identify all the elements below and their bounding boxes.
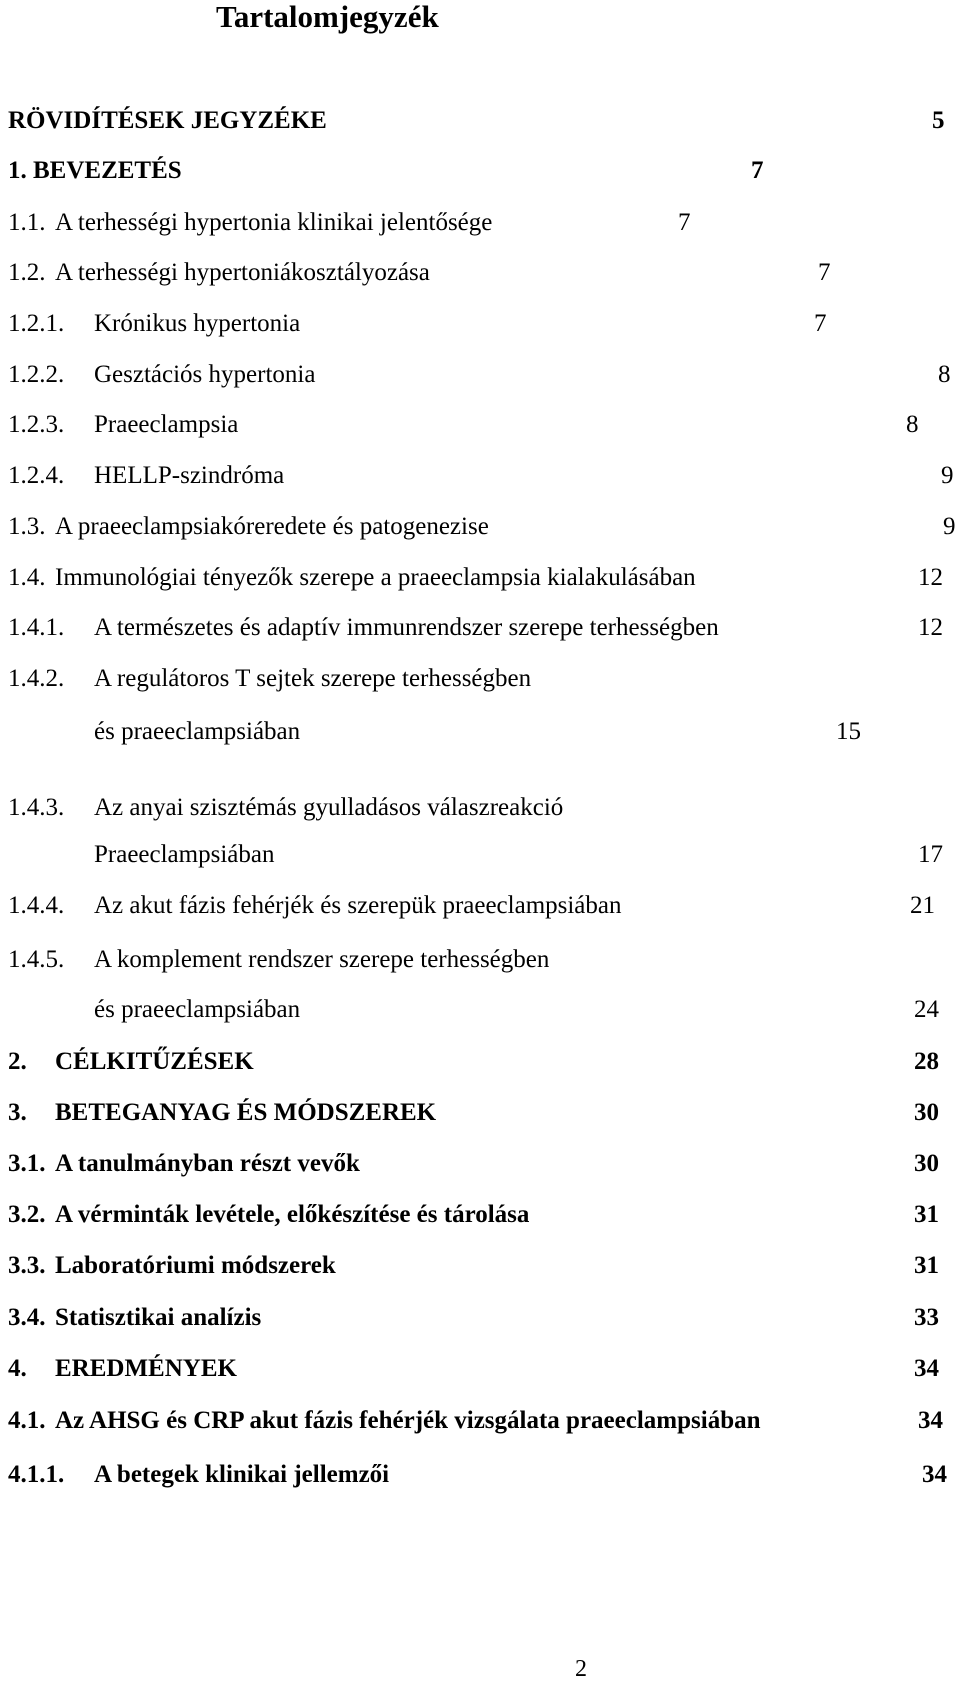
toc-title: BETEGANYAG ÉS MÓDSZEREK — [55, 1099, 437, 1126]
toc-page-number: 12 — [918, 614, 943, 641]
toc-number: 3.2. — [8, 1201, 46, 1228]
page-title: Tartalomjegyzék — [216, 0, 439, 34]
toc-number: 3.1. — [8, 1150, 46, 1177]
toc-number: RÖVIDÍTÉSEK JEGYZÉKE — [8, 107, 327, 134]
toc-page-number: 34 — [922, 1461, 947, 1488]
toc-number: 1.2.3. — [8, 411, 65, 438]
toc-number: 4.1. — [8, 1407, 46, 1434]
toc-page-number: 5 — [932, 107, 945, 134]
toc-number: 1.4.5. — [8, 946, 65, 973]
toc-title: A természetes és adaptív immunrendszer szerepe terhességben — [94, 614, 719, 641]
toc-page-number: 31 — [914, 1252, 939, 1279]
toc-title: EREDMÉNYEK — [55, 1355, 237, 1382]
toc-number: 2. — [8, 1048, 27, 1075]
toc-page-number: 7 — [751, 157, 764, 184]
toc-page-number: 17 — [918, 841, 943, 868]
toc-page-number: 34 — [918, 1407, 943, 1434]
toc-number: 4. — [8, 1355, 27, 1382]
toc-title: Laboratóriumi módszerek — [55, 1252, 336, 1279]
toc-page-number: 7 — [814, 310, 827, 337]
toc-page-number: 9 — [941, 462, 954, 489]
toc-page-number: 7 — [818, 259, 831, 286]
toc-number: 3. — [8, 1099, 27, 1126]
toc-number: 3.3. — [8, 1252, 46, 1279]
toc-number: 1. BEVEZETÉS — [8, 157, 182, 184]
toc-title: Statisztikai analízis — [55, 1304, 262, 1331]
toc-title: és praeeclampsiában — [94, 996, 301, 1023]
toc-title: A betegek klinikai jellemzői — [94, 1461, 390, 1488]
toc-page-number: 8 — [938, 361, 951, 388]
toc-title: Praeeclampsia — [94, 411, 239, 438]
toc-title: Krónikus hypertonia — [94, 310, 301, 337]
toc-number: 4.1.1. — [8, 1461, 65, 1488]
toc-page-number: 28 — [914, 1048, 939, 1075]
toc-title: Az akut fázis fehérjék és szerepük praeeclampsiában — [94, 892, 622, 919]
toc-title: CÉLKITŰZÉSEK — [55, 1048, 254, 1075]
toc-number: 3.4. — [8, 1304, 46, 1331]
toc-page-number: 30 — [914, 1150, 939, 1177]
toc-title: Az AHSG és CRP akut fázis fehérjék vizsgálata praeeclampsiában — [55, 1407, 761, 1434]
toc-number: 1.4.2. — [8, 665, 65, 692]
toc-page-number: 12 — [918, 564, 943, 591]
toc-title: Immunológiai tényezők szerepe a praeeclampsia kialakulásában — [55, 564, 696, 591]
toc-number: 1.4.1. — [8, 614, 65, 641]
toc-number: 1.4.4. — [8, 892, 65, 919]
toc-page-number: 7 — [678, 209, 691, 236]
toc-title: A terhességi hypertoniákosztályozása — [55, 259, 430, 286]
toc-number: 1.2.4. — [8, 462, 65, 489]
toc-number: 1.1. — [8, 209, 46, 236]
toc-title: Praeeclampsiában — [94, 841, 275, 868]
toc-title: Az anyai szisztémás gyulladásos válaszreakció — [94, 794, 564, 821]
toc-page-number: 24 — [914, 996, 939, 1023]
toc-page-number: 33 — [914, 1304, 939, 1331]
toc-title: A praeeclampsiakóreredete és patogenezise — [55, 513, 489, 540]
toc-title: A terhességi hypertonia klinikai jelentősége — [55, 209, 493, 236]
toc-title: A tanulmányban részt vevők — [55, 1150, 360, 1177]
toc-number: 1.4. — [8, 564, 46, 591]
toc-title: és praeeclampsiában — [94, 718, 301, 745]
page-number: 2 — [575, 1656, 587, 1682]
toc-number: 1.4.3. — [8, 794, 65, 821]
toc-number: 1.3. — [8, 513, 46, 540]
toc-page-number: 31 — [914, 1201, 939, 1228]
toc-page-number: 21 — [910, 892, 935, 919]
toc-page-number: 34 — [914, 1355, 939, 1382]
toc-page-number: 9 — [943, 513, 956, 540]
toc-number: 1.2.1. — [8, 310, 65, 337]
toc-page-number: 15 — [836, 718, 861, 745]
toc-title: A vérminták levétele, előkészítése és tárolása — [55, 1201, 530, 1228]
toc-page-number: 8 — [906, 411, 919, 438]
toc-title: A regulátoros T sejtek szerepe terhességben — [94, 665, 532, 692]
toc-title: HELLP-szindróma — [94, 462, 285, 489]
toc-number: 1.2.2. — [8, 361, 65, 388]
toc-number: 1.2. — [8, 259, 46, 286]
toc-page-number: 30 — [914, 1099, 939, 1126]
toc-title: A komplement rendszer szerepe terhességben — [94, 946, 550, 973]
toc-title: Gesztációs hypertonia — [94, 361, 316, 388]
